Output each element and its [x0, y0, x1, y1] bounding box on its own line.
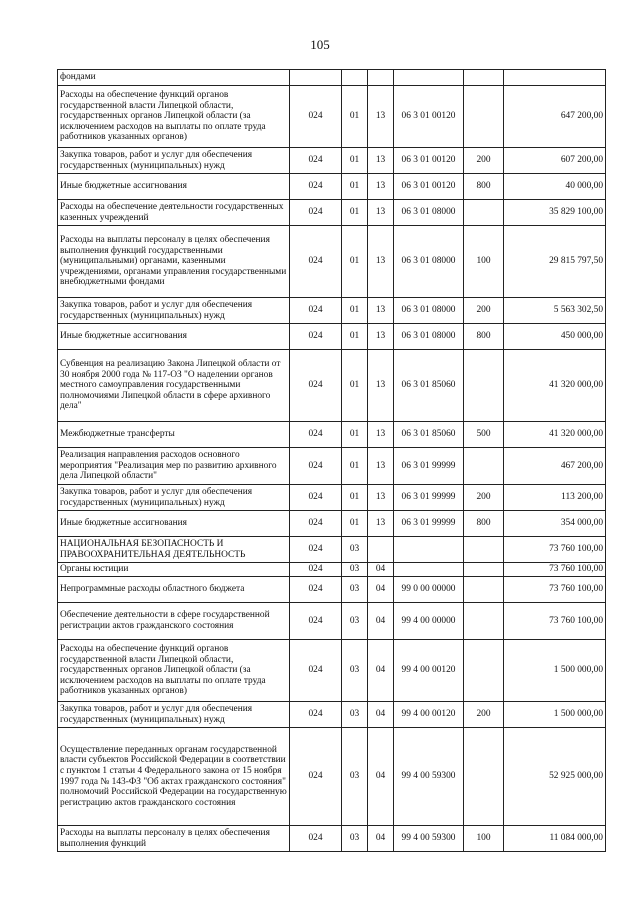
row-expense-type: 500	[464, 422, 504, 448]
row-subsection-code: 13	[368, 350, 394, 422]
row-amount: 1 500 000,00	[504, 702, 606, 728]
row-section-code: 01	[342, 324, 368, 350]
row-expense-type: 800	[464, 324, 504, 350]
row-admin-code	[290, 70, 342, 86]
row-amount: 450 000,00	[504, 324, 606, 350]
row-amount: 5 563 302,50	[504, 298, 606, 324]
row-section-code: 01	[342, 485, 368, 511]
row-section-code: 01	[342, 174, 368, 200]
row-admin-code: 024	[290, 511, 342, 537]
row-expense-type: 100	[464, 226, 504, 298]
table-row	[58, 826, 606, 852]
row-name: Расходы на обеспечение функций органов государственной власти Липецкой области, государственных органов Липецкой области (за исключением расходов на выплаты по оплате труда работников указанных органов)	[58, 86, 290, 148]
row-target-article	[394, 563, 464, 577]
row-expense-type	[464, 200, 504, 226]
row-expense-type: 200	[464, 148, 504, 174]
row-name: Закупка товаров, работ и услуг для обеспечения государственных (муниципальных) нужд	[58, 298, 290, 324]
table-row	[58, 563, 606, 577]
row-admin-code: 024	[290, 603, 342, 640]
row-expense-type: 800	[464, 174, 504, 200]
row-subsection-code: 13	[368, 422, 394, 448]
table-row	[58, 298, 606, 324]
row-name: Межбюджетные трансферты	[58, 422, 290, 448]
row-expense-type	[464, 640, 504, 702]
row-expense-type	[464, 350, 504, 422]
row-expense-type	[464, 577, 504, 603]
table-row	[58, 70, 606, 86]
row-amount: 647 200,00	[504, 86, 606, 148]
row-name: Органы юстиции	[58, 563, 290, 577]
table-row	[58, 350, 606, 422]
row-admin-code: 024	[290, 640, 342, 702]
row-section-code: 01	[342, 350, 368, 422]
row-section-code: 01	[342, 86, 368, 148]
row-target-article: 99 4 00 00120	[394, 702, 464, 728]
row-admin-code: 024	[290, 86, 342, 148]
row-expense-type	[464, 448, 504, 485]
row-expense-type	[464, 537, 504, 563]
row-section-code: 01	[342, 448, 368, 485]
row-name: Осуществление переданных органам государственной власти субъектов Российской Федерации в соответствии с пунктом 1 статьи 4 Федерального закона от 15 ноября 1997 года № 143-ФЗ "Об актах гражданского состояния" полномочий Российской Федерации на государственную регистрацию актов гражданского состояния	[58, 728, 290, 826]
row-name: фондами	[58, 70, 290, 86]
row-name: Иные бюджетные ассигнования	[58, 324, 290, 350]
row-name: Расходы на выплаты персоналу в целях обеспечения выполнения функций государственными (муниципальными) органами, казенными учреждениями, органами управления государственными внебюджетными фондами	[58, 226, 290, 298]
row-admin-code: 024	[290, 174, 342, 200]
budget-table	[57, 69, 606, 852]
row-target-article: 06 3 01 08000	[394, 298, 464, 324]
row-name: Расходы на обеспечение деятельности государственных казенных учреждений	[58, 200, 290, 226]
row-section-code: 03	[342, 563, 368, 577]
row-name: Иные бюджетные ассигнования	[58, 511, 290, 537]
row-target-article: 06 3 01 00120	[394, 86, 464, 148]
row-admin-code: 024	[290, 485, 342, 511]
row-amount: 73 760 100,00	[504, 537, 606, 563]
row-name: Обеспечение деятельности в сфере государственной регистрации актов гражданского состояния	[58, 603, 290, 640]
row-subsection-code: 13	[368, 448, 394, 485]
row-amount: 607 200,00	[504, 148, 606, 174]
row-subsection-code: 13	[368, 226, 394, 298]
row-section-code: 01	[342, 148, 368, 174]
row-section-code: 01	[342, 422, 368, 448]
row-expense-type	[464, 603, 504, 640]
row-target-article: 06 3 01 08000	[394, 226, 464, 298]
row-amount: 41 320 000,00	[504, 422, 606, 448]
row-expense-type: 200	[464, 702, 504, 728]
row-admin-code: 024	[290, 298, 342, 324]
row-target-article: 06 3 01 85060	[394, 350, 464, 422]
table-row	[58, 728, 606, 826]
row-amount: 113 200,00	[504, 485, 606, 511]
row-amount: 52 925 000,00	[504, 728, 606, 826]
row-target-article	[394, 537, 464, 563]
page-number: 105	[310, 37, 330, 52]
row-subsection-code: 13	[368, 200, 394, 226]
table-row	[58, 577, 606, 603]
table-row	[58, 448, 606, 485]
row-amount: 73 760 100,00	[504, 577, 606, 603]
row-admin-code: 024	[290, 422, 342, 448]
row-name: Расходы на обеспечение функций органов государственной власти Липецкой области, государственных органов Липецкой области (за исключением расходов на выплаты по оплате труда работников указанных органов)	[58, 640, 290, 702]
row-target-article: 99 4 00 00120	[394, 640, 464, 702]
row-admin-code: 024	[290, 350, 342, 422]
row-subsection-code: 04	[368, 640, 394, 702]
row-name: Закупка товаров, работ и услуг для обеспечения государственных (муниципальных) нужд	[58, 485, 290, 511]
row-section-code: 03	[342, 603, 368, 640]
table-row	[58, 537, 606, 563]
row-section-code: 03	[342, 577, 368, 603]
table-row	[58, 422, 606, 448]
row-expense-type: 200	[464, 485, 504, 511]
table-row	[58, 200, 606, 226]
row-subsection-code: 04	[368, 603, 394, 640]
table-row	[58, 174, 606, 200]
table-row	[58, 485, 606, 511]
row-subsection-code: 13	[368, 324, 394, 350]
row-target-article: 99 0 00 00000	[394, 577, 464, 603]
row-amount: 29 815 797,50	[504, 226, 606, 298]
row-amount: 73 760 100,00	[504, 603, 606, 640]
row-target-article: 06 3 01 08000	[394, 324, 464, 350]
row-name: Закупка товаров, работ и услуг для обеспечения государственных (муниципальных) нужд	[58, 702, 290, 728]
table-row	[58, 603, 606, 640]
row-admin-code: 024	[290, 728, 342, 826]
row-expense-type	[464, 563, 504, 577]
row-admin-code: 024	[290, 226, 342, 298]
row-section-code: 01	[342, 298, 368, 324]
table-row	[58, 148, 606, 174]
row-subsection-code: 04	[368, 563, 394, 577]
table-row	[58, 226, 606, 298]
row-section-code: 03	[342, 826, 368, 852]
row-admin-code: 024	[290, 200, 342, 226]
row-target-article: 06 3 01 99999	[394, 485, 464, 511]
row-admin-code: 024	[290, 537, 342, 563]
row-admin-code: 024	[290, 324, 342, 350]
row-name: Непрограммные расходы областного бюджета	[58, 577, 290, 603]
row-section-code: 01	[342, 200, 368, 226]
row-expense-type: 100	[464, 826, 504, 852]
row-target-article: 06 3 01 99999	[394, 511, 464, 537]
row-subsection-code: 04	[368, 728, 394, 826]
row-target-article: 99 4 00 59300	[394, 728, 464, 826]
row-amount: 1 500 000,00	[504, 640, 606, 702]
row-amount	[504, 70, 606, 86]
row-target-article: 06 3 01 08000	[394, 200, 464, 226]
row-subsection-code: 13	[368, 174, 394, 200]
row-name: Субвенция на реализацию Закона Липецкой области от 30 ноября 2000 года № 117-ОЗ "О наделении органов местного самоуправления государственными полномочиями Липецкой области в сфере архивного дела"	[58, 350, 290, 422]
row-subsection-code: 13	[368, 298, 394, 324]
row-admin-code: 024	[290, 448, 342, 485]
row-amount: 467 200,00	[504, 448, 606, 485]
row-name: НАЦИОНАЛЬНАЯ БЕЗОПАСНОСТЬ И ПРАВООХРАНИТЕЛЬНАЯ ДЕЯТЕЛЬНОСТЬ	[58, 537, 290, 563]
row-admin-code: 024	[290, 577, 342, 603]
table-row	[58, 702, 606, 728]
row-section-code: 03	[342, 537, 368, 563]
row-target-article	[394, 70, 464, 86]
row-target-article: 99 4 00 00000	[394, 603, 464, 640]
row-amount: 40 000,00	[504, 174, 606, 200]
table-row	[58, 324, 606, 350]
row-target-article: 06 3 01 00120	[394, 174, 464, 200]
row-amount: 41 320 000,00	[504, 350, 606, 422]
row-subsection-code: 13	[368, 511, 394, 537]
row-expense-type: 200	[464, 298, 504, 324]
table-row	[58, 86, 606, 148]
row-section-code: 03	[342, 640, 368, 702]
row-amount: 11 084 000,00	[504, 826, 606, 852]
row-target-article: 99 4 00 59300	[394, 826, 464, 852]
row-subsection-code	[368, 537, 394, 563]
row-subsection-code: 04	[368, 826, 394, 852]
row-subsection-code: 04	[368, 577, 394, 603]
row-name: Закупка товаров, работ и услуг для обеспечения государственных (муниципальных) нужд	[58, 148, 290, 174]
row-admin-code: 024	[290, 702, 342, 728]
row-subsection-code: 04	[368, 702, 394, 728]
row-amount: 35 829 100,00	[504, 200, 606, 226]
row-name: Реализация направления расходов основного мероприятия "Реализация мер по развитию архивного дела Липецкой области"	[58, 448, 290, 485]
row-name: Иные бюджетные ассигнования	[58, 174, 290, 200]
row-admin-code: 024	[290, 563, 342, 577]
row-subsection-code	[368, 70, 394, 86]
row-subsection-code: 13	[368, 485, 394, 511]
row-admin-code: 024	[290, 826, 342, 852]
row-name: Расходы на выплаты персоналу в целях обеспечения выполнения функций	[58, 826, 290, 852]
row-subsection-code: 13	[368, 148, 394, 174]
row-section-code	[342, 70, 368, 86]
row-expense-type	[464, 86, 504, 148]
row-section-code: 03	[342, 702, 368, 728]
row-expense-type	[464, 70, 504, 86]
row-section-code: 01	[342, 226, 368, 298]
table-row	[58, 640, 606, 702]
row-amount: 354 000,00	[504, 511, 606, 537]
row-target-article: 06 3 01 99999	[394, 448, 464, 485]
row-subsection-code: 13	[368, 86, 394, 148]
row-section-code: 03	[342, 728, 368, 826]
row-expense-type: 800	[464, 511, 504, 537]
row-admin-code: 024	[290, 148, 342, 174]
row-section-code: 01	[342, 511, 368, 537]
row-target-article: 06 3 01 85060	[394, 422, 464, 448]
table-row	[58, 511, 606, 537]
row-amount: 73 760 100,00	[504, 563, 606, 577]
row-expense-type	[464, 728, 504, 826]
row-target-article: 06 3 01 00120	[394, 148, 464, 174]
